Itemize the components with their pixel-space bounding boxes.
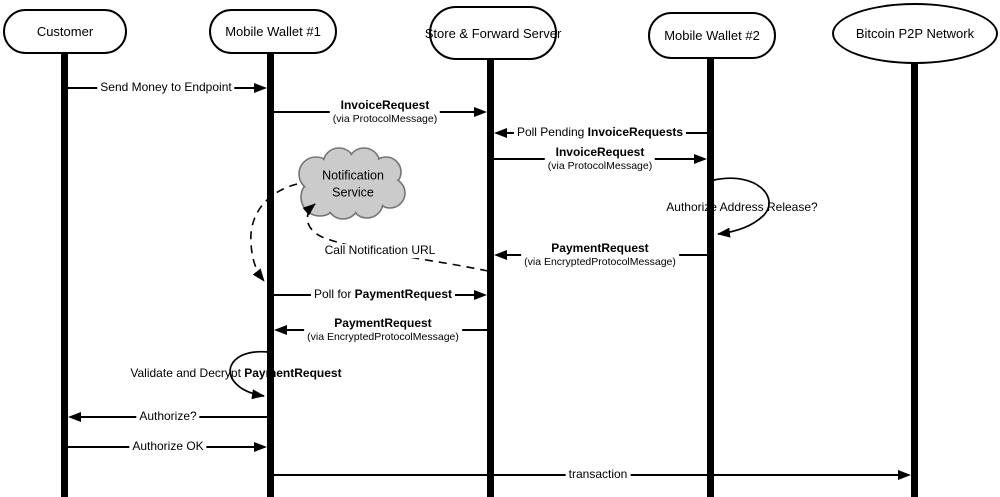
message-label-paymentrequest-1 xyxy=(521,242,679,268)
arrowhead-right-icon xyxy=(898,470,911,480)
activation-bar-wallet1 xyxy=(267,54,274,497)
message-label-validate-decrypt xyxy=(127,367,344,381)
message-text-bold: InvoiceRequests xyxy=(587,125,684,140)
message-label-call-notification-url xyxy=(322,244,439,258)
arrowhead-right-icon xyxy=(254,442,267,452)
activation-bar-customer xyxy=(61,54,68,497)
message-label-authorize-address-release xyxy=(663,201,820,215)
message-label-authorize-ok xyxy=(129,440,206,454)
message-label-poll-for-paymentrequest xyxy=(311,288,455,302)
arrowhead-left-icon xyxy=(274,325,287,335)
message-text: Authorize? xyxy=(139,409,197,424)
message-text: Call Notification URL xyxy=(324,243,436,258)
arrowhead-left-icon xyxy=(494,250,507,260)
lifeline-header-wallet2 xyxy=(648,12,776,59)
activation-bar-server xyxy=(487,60,494,497)
cloud-label-line2: Service xyxy=(332,185,374,199)
message-label-authorize xyxy=(136,410,199,424)
message-text-bold: PaymentRequest xyxy=(244,366,342,381)
lifeline-header-bitcoin xyxy=(832,3,998,64)
message-text-bold: PaymentRequest xyxy=(354,287,453,302)
message-text: transaction xyxy=(568,467,628,482)
cloud-label-line1: Notification xyxy=(322,168,384,183)
arrowhead-left-icon xyxy=(494,128,507,138)
message-text: Authorize Address Release? xyxy=(666,200,818,215)
arrowhead-left-icon xyxy=(68,412,81,422)
message-text: Poll for xyxy=(313,287,355,302)
message-label-send-money xyxy=(97,81,234,95)
lifeline-label: Store & Forward Server xyxy=(424,25,562,41)
message-subtext: (via EncryptedProtocolMessage) xyxy=(524,255,676,268)
message-text: Send Money to Endpoint xyxy=(100,80,232,95)
lifeline-header-server xyxy=(424,6,562,60)
lifeline-label: Customer xyxy=(36,24,94,39)
message-label-paymentrequest-2 xyxy=(304,317,462,343)
message-text: Authorize OK xyxy=(132,439,204,454)
message-text-bold: InvoiceRequest xyxy=(340,98,430,113)
message-text: Poll Pending xyxy=(516,125,588,140)
notification-cloud-label xyxy=(322,168,384,201)
message-text-bold: PaymentRequest xyxy=(334,316,432,331)
lifeline-header-customer xyxy=(3,9,127,54)
message-subtext: (via ProtocolMessage) xyxy=(547,159,653,172)
message-subtext: (via ProtocolMessage) xyxy=(332,112,438,125)
lifeline-header-wallet1 xyxy=(209,9,337,54)
arrowhead-right-icon xyxy=(254,83,267,93)
message-label-invoicerequest-2 xyxy=(545,146,655,172)
activation-bar-bitcoin xyxy=(911,64,918,497)
message-text-bold: PaymentRequest xyxy=(551,241,649,256)
arrowhead-right-icon xyxy=(694,154,707,164)
arrowhead-right-icon xyxy=(474,107,487,117)
message-text-bold: InvoiceRequest xyxy=(555,145,645,160)
lifeline-label: Bitcoin P2P Network xyxy=(855,26,975,41)
message-label-poll-pending xyxy=(514,126,686,140)
message-label-transaction xyxy=(566,468,631,482)
activation-bar-wallet2 xyxy=(707,58,714,497)
message-text: Validate and Decrypt xyxy=(130,366,245,381)
lifeline-label: Mobile Wallet #1 xyxy=(225,24,321,39)
message-label-invoicerequest-1 xyxy=(330,99,440,125)
lifeline-label: Mobile Wallet #2 xyxy=(664,28,760,43)
message-subtext: (via EncryptedProtocolMessage) xyxy=(307,330,459,343)
arrowhead-right-icon xyxy=(474,290,487,300)
